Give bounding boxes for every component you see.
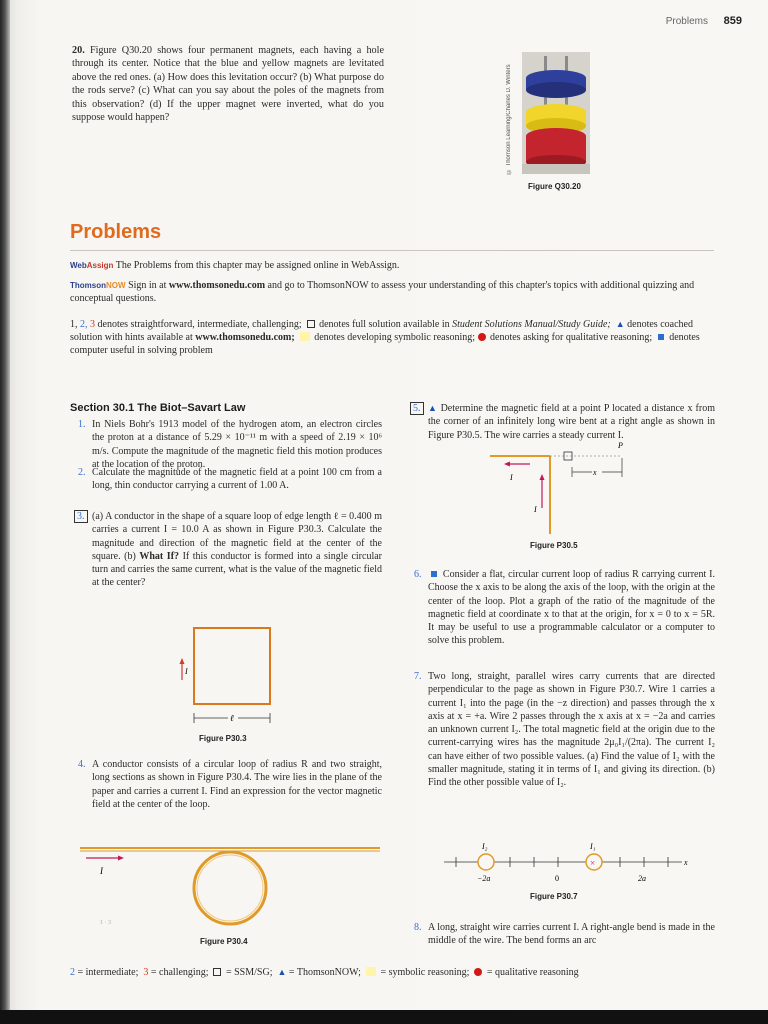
figure-p30-7 bbox=[444, 838, 694, 888]
difficulty-key bbox=[70, 318, 716, 357]
problem-text: Two long, straight, parallel wires carry currents that are directed perpendicular to the page as shown in Figure P30.7. Wire 1 carries a current I₁ into the page (in the −z direction) and passes through the x axis at x = +a. Wire 2 passes through the x axis at x = −2a and carries an unknown current I₂. The total magnetic field at the origin due to the current-carrying wires has the magnitude 2μ₀I₁/(2πa). The current I₂ can have either of two possible values. (a) Find the value of I₂ with the smaller magnitude, stating it in terms of I₁ and giving its direction. (b) Find the other possible value of I₂. bbox=[428, 671, 715, 789]
thomson-text-1: Sign in at bbox=[128, 280, 169, 291]
figure-caption-p30-4: Figure P30.4 bbox=[200, 937, 248, 946]
what-if-label: What If? bbox=[139, 550, 180, 562]
problem-text: Consider a flat, circular current loop of radius R carrying current I. Choose the x axis to be along the axis of the loop, with the origin at the center of the loop. Plot a graph of the ratio of the magnitude of the magnetic field at coordinate x to that at the origin, for x = 0 to x = 5R. It may be useful to use a programmable calculator or a computer to solve this problem. bbox=[428, 569, 715, 647]
ssm-box-icon bbox=[307, 320, 315, 328]
problem-text: A conductor consists of a circular loop of radius R and two straight, long sections as shown in Figure P30.4. The wire lies in the plane of the paper and carries a current I. Find an expression for the vector magnetic field at the center of the loop. bbox=[92, 759, 382, 810]
problem-number: 3. bbox=[74, 510, 88, 523]
photo-credit: © Thomson Learning/Charles D. Winters bbox=[506, 64, 512, 174]
running-head: Problems bbox=[665, 16, 708, 27]
thomson-text-2: and go to ThomsonNOW to assess your understanding of this chapter's topics with additional quizzing and conceptual questions. bbox=[70, 280, 695, 304]
symbolic-reasoning-icon bbox=[366, 967, 376, 976]
problem-6 bbox=[414, 568, 715, 648]
current-label: I bbox=[100, 866, 103, 876]
problem-text: A long, straight wire carries current I. A right-angle bend is made in the middle of the wire. The bend forms an arc bbox=[428, 922, 715, 947]
key-level-3: 3 bbox=[90, 319, 95, 330]
ssm-box-icon bbox=[213, 968, 221, 976]
current-label-v: I bbox=[534, 505, 537, 514]
problem-8 bbox=[414, 921, 715, 948]
key-tri-text: denotes coached solution with hints available at bbox=[70, 319, 693, 343]
problem-number: 6. bbox=[414, 569, 422, 580]
key-manual: Student Solutions Manual/Study Guide; bbox=[452, 319, 611, 330]
problem-7 bbox=[414, 670, 715, 790]
problem-4 bbox=[78, 758, 382, 811]
thomsonnow-note bbox=[70, 279, 716, 305]
footer-legend bbox=[70, 967, 579, 978]
stray-marks: 1 · 3 bbox=[100, 920, 111, 926]
problem-text: If this conductor is formed into a single circular turn and carries the same current, what is the value of the magnetic field at the center? bbox=[92, 550, 382, 589]
section-heading: Section 30.1 The Biot–Savart Law bbox=[70, 402, 246, 414]
webassign-note bbox=[70, 259, 716, 272]
key-tri-url: www.thomsonedu.com; bbox=[195, 332, 295, 343]
figure-p30-5 bbox=[480, 436, 640, 536]
title-rule bbox=[70, 250, 714, 251]
tick-neg-2a: −2a bbox=[477, 874, 491, 883]
thomsonnow-triangle-icon: ▲ bbox=[277, 967, 287, 977]
figure-p30-4 bbox=[80, 838, 380, 938]
problem-1 bbox=[78, 418, 382, 471]
computer-icon bbox=[431, 571, 437, 577]
question-text: Figure Q30.20 shows four permanent magnets, each having a hole through its center. Notice that the blue and yellow magnets are levitated above the red ones. (a) How does this levitation occur? (b) What purpose do the rods serve? (c) What can you say about the poles of the magnets from this observation? (d) If the upper magnet were inverted, what do you suppose would happen? bbox=[72, 45, 384, 124]
footer-text: = symbolic reasoning; bbox=[377, 967, 470, 978]
figure-caption-p30-5: Figure P30.5 bbox=[530, 541, 578, 550]
key-level-2: 2, bbox=[80, 319, 88, 330]
qualitative-reasoning-icon bbox=[474, 968, 482, 976]
footer-level-2: 2 bbox=[70, 967, 75, 978]
problem-number: 5. bbox=[410, 402, 424, 415]
page-number: 859 bbox=[723, 15, 742, 27]
key-comp-text: denotes computer useful in solving problem bbox=[70, 332, 700, 356]
thomsonnow-logo: ThomsonNOW bbox=[70, 281, 126, 290]
question-number: 20. bbox=[72, 45, 85, 56]
thomson-url: www.thomsonedu.com bbox=[168, 280, 266, 291]
problem-3 bbox=[77, 510, 382, 590]
magnet-photo bbox=[522, 52, 590, 174]
page-bottom-edge bbox=[0, 1010, 768, 1024]
axis-label: x bbox=[684, 858, 688, 867]
footer-text: = intermediate; bbox=[75, 967, 139, 978]
problem-number: 4. bbox=[78, 759, 86, 770]
problems-title: Problems bbox=[70, 221, 162, 243]
footer-text: = qualitative reasoning bbox=[484, 967, 579, 978]
key-box-text: denotes full solution available in bbox=[316, 319, 453, 330]
key-levels-text: denotes straightforward, intermediate, challenging; bbox=[95, 319, 302, 330]
footer-text: = ThomsonNOW; bbox=[286, 967, 361, 978]
figure-caption-p30-7: Figure P30.7 bbox=[530, 892, 578, 901]
book-spine-shadow bbox=[0, 0, 10, 1024]
magnet-illustration bbox=[522, 52, 590, 174]
tick-zero: 0 bbox=[555, 874, 559, 883]
tick-pos-2a: 2a bbox=[638, 874, 646, 883]
computer-icon bbox=[658, 334, 664, 340]
qualitative-reasoning-icon bbox=[478, 333, 486, 341]
footer-level-3: 3 bbox=[143, 967, 149, 978]
problem-text: In Niels Bohr's 1913 model of the hydrogen atom, an electron circles the proton at a distance of 5.29 × 10⁻¹¹ m with a speed of 2.19 × 10⁶ m/s. Compute the magnitude of the magnetic field this motion produces at the location of the proton. bbox=[92, 419, 382, 470]
circular-loop bbox=[194, 852, 266, 924]
symbolic-reasoning-icon bbox=[300, 332, 310, 341]
problem-number: 8. bbox=[414, 922, 422, 933]
thomsonnow-triangle-icon: ▲ bbox=[615, 319, 625, 329]
problem-2 bbox=[78, 466, 382, 493]
key-dot-text: denotes asking for qualitative reasoning; bbox=[487, 332, 653, 343]
figure-caption-q30-20: Figure Q30.20 bbox=[528, 182, 581, 191]
i1-label: I₁ bbox=[590, 842, 596, 851]
footer-text: = challenging; bbox=[148, 967, 209, 978]
thomsonnow-triangle-icon: ▲ bbox=[428, 403, 438, 413]
square-loop bbox=[194, 628, 270, 704]
question-20 bbox=[72, 44, 384, 124]
problem-text: Calculate the magnitude of the magnetic field at a point 100 cm from a long, thin conductor carrying a current of 1.00 A. bbox=[92, 467, 382, 492]
problem-number: 7. bbox=[414, 671, 422, 682]
i2-label: I₂ bbox=[482, 842, 488, 851]
p-label: P bbox=[618, 441, 623, 450]
x-label: x bbox=[593, 468, 597, 477]
key-level-1: 1, bbox=[70, 319, 78, 330]
edge-label: ℓ bbox=[230, 713, 234, 723]
webassign-text: The Problems from this chapter may be assigned online in WebAssign. bbox=[115, 260, 400, 271]
figure-p30-3 bbox=[170, 622, 280, 732]
current-label: I bbox=[185, 667, 188, 676]
webassign-logo: WebAssign bbox=[70, 261, 114, 270]
current-label-h: I bbox=[510, 473, 513, 482]
problem-number: 2. bbox=[78, 467, 86, 478]
key-yellow-text: denotes developing symbolic reasoning; bbox=[311, 332, 476, 343]
footer-text: = SSM/SG; bbox=[223, 967, 273, 978]
problem-text: Determine the magnetic field at a point P located a distance x from the corner of an infinitely long wire bent at a right angle as shown in Figure P30.5. The wire carries a steady current I. bbox=[428, 403, 715, 441]
problem-number: 1. bbox=[78, 419, 86, 430]
into-page-icon: × bbox=[590, 858, 596, 868]
problem-text: (a) A conductor in the shape of a square loop of edge length ℓ = 0.400 m carries a current I = 10.0 A as shown in Figure P30.3. Calculate the magnitude and direction of the magnetic field at the center of the square. (b) bbox=[92, 511, 382, 562]
wire-2 bbox=[478, 854, 494, 870]
figure-caption-p30-3: Figure P30.3 bbox=[199, 734, 247, 743]
current-arrowhead bbox=[180, 658, 185, 664]
